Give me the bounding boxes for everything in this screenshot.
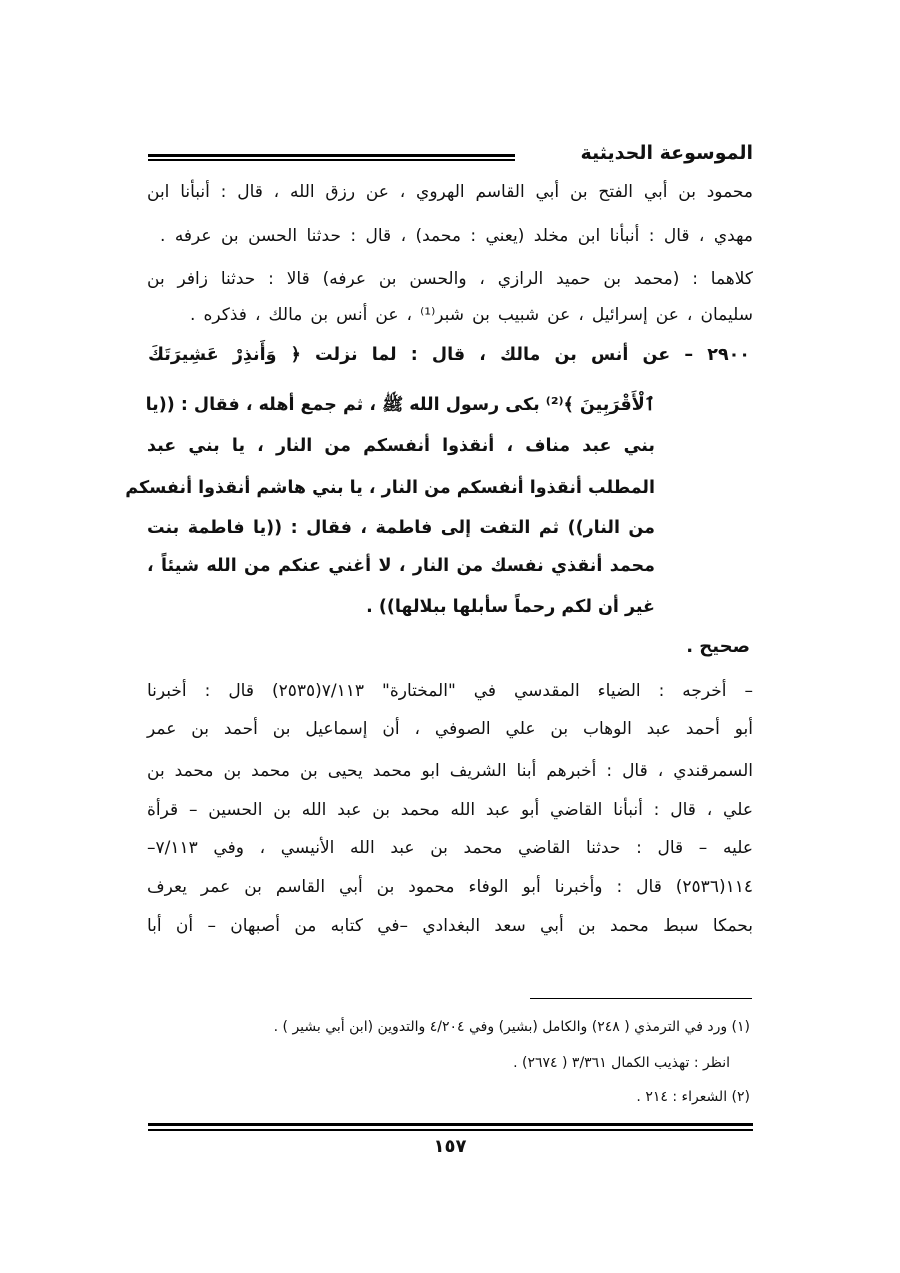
takhrij-line: السمرقندي ، قال : أخبرهم أبنا الشريف ابو محمد يحيى بن محمد بن محمد بن xyxy=(147,761,753,781)
running-header xyxy=(148,138,753,172)
grade-label: صحيح . xyxy=(686,636,750,657)
intro-line: محمود بن أبي الفتح بن أبي القاسم الهروي ، عن رزق الله ، قال : أنبأنا ابن xyxy=(147,182,753,202)
header-title: الموسوعة الحديثية xyxy=(571,142,754,164)
footnote-1: (١) ورد في الترمذي ( ٢٤٨) والكامل (بشير) وفي ٤/٢٠٤ والتدوين (ابن أبي بشير ) . xyxy=(273,1019,750,1035)
takhrij-line: – أخرجه : الضياء المقدسي في "المختارة" ٧/١١٣(٢٥٣٥) قال : أخبرنا xyxy=(147,681,753,701)
intro-line: سليمان ، عن إسرائيل ، عن شبيب بن شبر⁽¹⁾ ، عن أنس بن مالك ، فذكره . xyxy=(190,305,753,325)
hadith-line: محمد أنقذي نفسك من النار ، لا أغني عنكم من الله شيئاً ، xyxy=(147,556,655,576)
page-number: ١٥٧ xyxy=(433,1136,467,1157)
hadith-line: بني عبد مناف ، أنقذوا أنفسكم من النار ، يا بني عبد xyxy=(147,436,655,456)
takhrij-line: أبو أحمد عبد الوهاب بن علي الصوفي ، أن إسماعيل بن أحمد بن عمر xyxy=(147,719,753,739)
hadith-line: غير أن لكم رحماً سأبلها ببلالها)) . xyxy=(366,597,655,617)
takhrij-line: بحمكا سبط محمد بن أبي سعد البغدادي –في كتابه من أصبهان – أن أبا xyxy=(147,916,753,936)
takhrij-line: ١١٤(٢٥٣٦) قال : وأخبرنا أبو الوفاء محمود بن أبي القاسم بن عمر يعرف xyxy=(147,877,753,897)
hadith-line: المطلب أنقذوا أنفسكم من النار ، يا بني هاشم أنقذوا أنفسكم xyxy=(125,478,655,498)
footnote-2: (٢) الشعراء : ٢١٤ . xyxy=(636,1089,750,1105)
footer-rule xyxy=(148,1123,753,1131)
intro-line: مهدي ، قال : أنبأنا ابن مخلد (يعني : محمد) ، قال : حدثنا الحسن بن عرفه . xyxy=(160,226,753,246)
takhrij-line: علي ، قال : أنبأنا القاضي أبو عبد الله محمد بن عبد الله بن الحسين – قرأة xyxy=(147,800,753,820)
intro-line: كلاهما : (محمد بن حميد الرازي ، والحسن بن عرفه) قالا : حدثنا زافر بن xyxy=(147,269,753,289)
hadith-line: من النار)) ثم التفت إلى فاطمة ، فقال : ((يا فاطمة بنت xyxy=(147,518,655,538)
takhrij-line: عليه – قال : حدثنا القاضي محمد بن عبد الله الأنيسي ، وفي ٧/١١٣– xyxy=(147,838,753,858)
header-rule xyxy=(148,154,515,161)
hadith-line: ٢٩٠٠ – عن أنس بن مالك ، قال : لما نزلت ﴿ وَأَنذِرْ عَشِيرَتَكَ xyxy=(148,345,750,365)
hadith-line: ٱلْأَقْرَبِينَ ﴾⁽²⁾ بكى رسول الله ﷺ ، ثم جمع أهله ، فقال : ((يا xyxy=(145,395,655,415)
footnote-rule xyxy=(530,998,752,999)
footnote-1-cont: انظر : تهذيب الكمال ٣/٣٦١ ( ٢٦٧٤) . xyxy=(513,1055,730,1071)
